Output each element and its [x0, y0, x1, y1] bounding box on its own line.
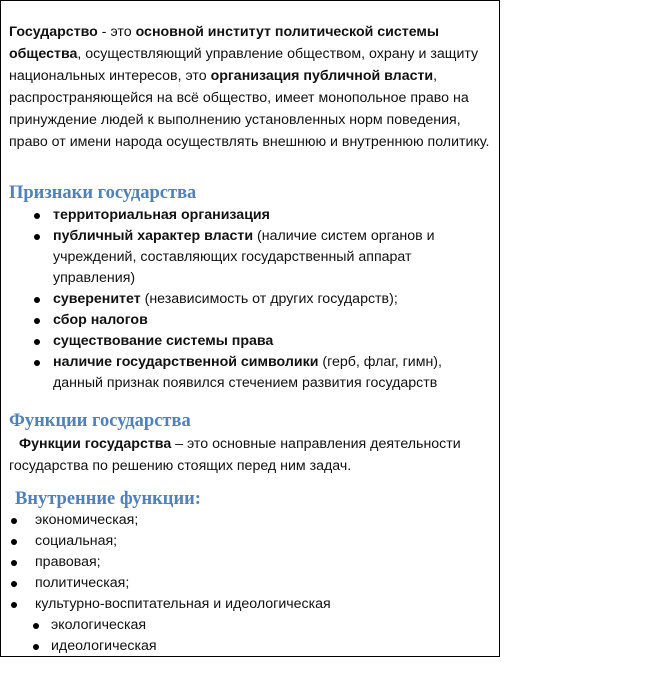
signs-item	[53, 352, 493, 394]
bullet-icon	[34, 213, 40, 219]
internal-subitem-text: экологическая	[51, 617, 147, 633]
internal-subitem	[51, 615, 481, 636]
internal-item	[35, 573, 485, 594]
signs-item-bold: публичный характер власти	[53, 228, 254, 244]
internal-item-text: культурно-воспитательная и идеологическая	[35, 596, 331, 612]
internal-subitem	[51, 636, 481, 657]
intro-bold-1: основной институт политической системы общества	[9, 24, 440, 62]
signs-item	[53, 226, 493, 289]
intro-text-3: , распространяющейся на всё общество, имеет монопольное право на принуждение людей к выполнению установленных норм поведения, право от имени народа осуществлять внешнюю и внутреннюю политику.	[9, 68, 490, 150]
internal-list	[35, 510, 485, 615]
signs-item	[53, 205, 493, 226]
bullet-icon	[11, 518, 17, 524]
signs-item-bold: наличие государственной символики	[53, 354, 319, 370]
bullet-icon	[11, 560, 17, 566]
bullet-icon	[34, 318, 40, 324]
internal-item	[35, 510, 485, 531]
bullet-icon	[33, 644, 39, 650]
internal-item-text: социальная;	[35, 533, 118, 549]
signs-item-bold: суверенитет	[53, 291, 141, 307]
signs-item	[53, 289, 493, 310]
signs-list	[53, 205, 493, 394]
bullet-icon	[11, 602, 17, 608]
signs-item-bold: существование системы права	[53, 333, 274, 349]
bullet-icon	[11, 539, 17, 545]
signs-item-bold: территориальная организация	[53, 207, 270, 223]
internal-item-text: экономическая;	[35, 512, 139, 528]
internal-item	[35, 594, 485, 615]
bullet-icon	[34, 360, 40, 366]
intro-paragraph	[9, 21, 495, 153]
internal-item-text: политическая;	[35, 575, 130, 591]
signs-item	[53, 310, 493, 331]
signs-item-rest: (наличие систем органов и учреждений, составляющих государственный аппарат управления)	[53, 228, 435, 286]
internal-item-text: правовая;	[35, 554, 101, 570]
intro-text-2: , осуществляющий управление обществом, охрану и защиту национальных интересов, это	[9, 46, 479, 84]
bullet-icon	[11, 581, 17, 587]
intro-sep: - это	[97, 24, 136, 40]
bullet-icon	[34, 297, 40, 303]
internal-heading: Внутренние функции:	[15, 489, 201, 509]
functions-definition	[9, 433, 493, 477]
bullet-icon	[34, 234, 40, 240]
functions-def-bold: Функции государства	[19, 436, 172, 452]
bullet-icon	[34, 339, 40, 345]
bullet-icon	[33, 623, 39, 629]
functions-def-rest: – это основные направления деятельности государства по решению стоящих перед ним задач.	[9, 436, 461, 474]
signs-item-bold: сбор налогов	[53, 312, 148, 328]
internal-item	[35, 531, 485, 552]
internal-item	[35, 552, 485, 573]
internal-subitem-text: идеологическая	[51, 638, 157, 654]
signs-item	[53, 331, 493, 352]
signs-item-rest: (независимость от других государств);	[140, 291, 398, 307]
intro-term: Государство	[9, 24, 98, 40]
signs-heading: Признаки государства	[9, 183, 197, 203]
internal-sublist	[51, 615, 481, 657]
intro-bold-2: организация публичной власти	[210, 68, 434, 84]
signs-item-rest: (герб, флаг, гимн), данный признак появился стечением развития государств	[53, 354, 442, 391]
functions-heading: Функции государства	[9, 411, 191, 431]
